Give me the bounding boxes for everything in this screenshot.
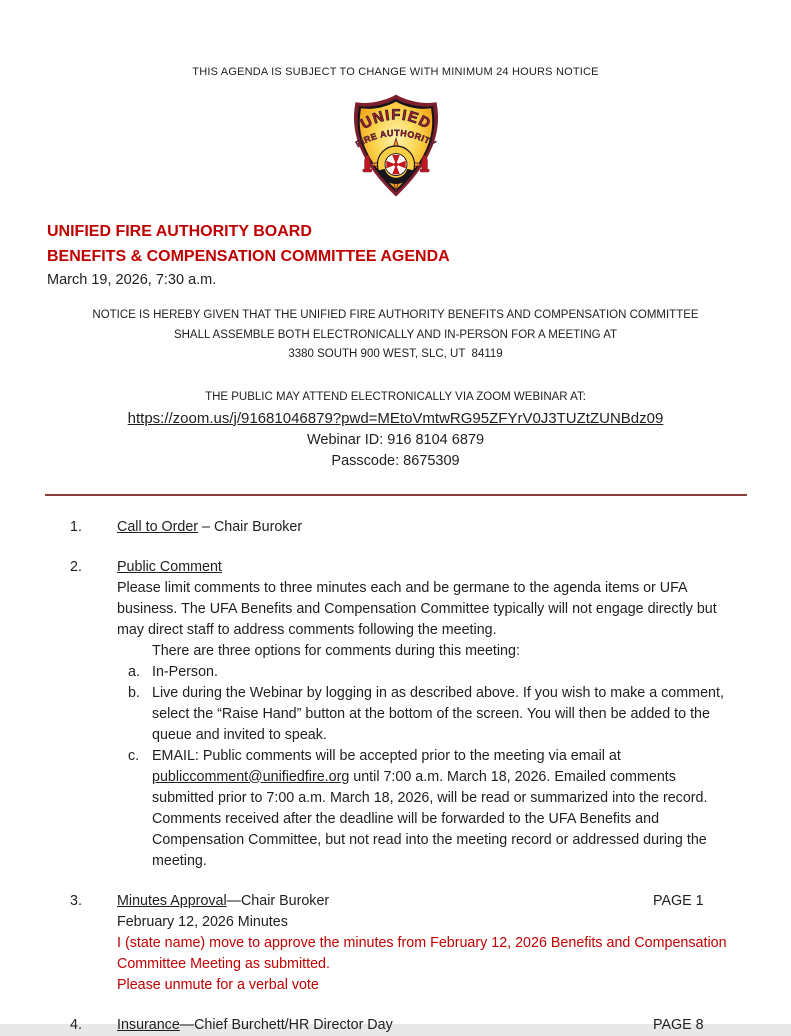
verbal-vote-note: Please unmute for a verbal vote xyxy=(117,976,319,993)
page-reference: PAGE 8 xyxy=(653,1016,704,1033)
red-divider-rule xyxy=(45,494,747,496)
comment-option-c xyxy=(128,746,735,872)
page-reference: PAGE 1 xyxy=(653,892,704,909)
option-text: In-Person. xyxy=(152,663,218,680)
change-notice: THIS AGENDA IS SUBJECT TO CHANGE WITH MINIMUM 24 HOURS NOTICE xyxy=(192,66,599,78)
agenda-list xyxy=(70,517,735,1036)
option-text: Live during the Webinar by logging in as described above. If you wish to make a comment, select the “Raise Hand” button at the bottom of the screen. You will then be added to the queue and invited to speak. xyxy=(152,684,724,743)
document-header xyxy=(47,219,744,292)
webinar-intro: THE PUBLIC MAY ATTEND ELECTRONICALLY VIA ZOOM WEBINAR AT: xyxy=(205,390,586,403)
option-marker: c. xyxy=(128,747,140,764)
option-text xyxy=(152,746,735,872)
webinar-passcode: Passcode: 8675309 xyxy=(331,452,460,469)
option-marker: b. xyxy=(128,684,140,701)
item-title-suffix: —Chair Buroker xyxy=(226,892,330,909)
comment-options-intro: There are three options for comments during this meeting: xyxy=(152,642,520,659)
item-title-line xyxy=(117,517,735,538)
crest-arc-mid-text: FIRE AUTHORITY xyxy=(353,127,438,150)
document-title-line1: UNIFIED FIRE AUTHORITY BOARD xyxy=(47,223,312,240)
assembly-notice-line2: SHALL ASSEMBLE BOTH ELECTRONICALLY AND IN-PERSON FOR A MEETING AT xyxy=(173,328,618,341)
comment-option-a xyxy=(128,662,735,683)
document-title-line2: BENEFITS & COMPENSATION COMMITTEE AGENDA xyxy=(47,248,450,265)
item-title-suffix: —Chief Burchett/HR Director Day xyxy=(179,1016,393,1033)
item-title-line xyxy=(117,1015,653,1036)
public-comment-email-link[interactable]: publiccomment@unifiedfire.org xyxy=(152,768,350,785)
item-number: 1. xyxy=(70,518,82,535)
item-number: 3. xyxy=(70,892,82,909)
crest-arc-top-text: UNIFIED xyxy=(357,107,434,133)
public-comment-body: Please limit comments to three minutes each and be germane to the agenda items or UFA business. The UFA Benefits and Compensation Committee typically will not engage directly but may direct staff to address comments following the meeting. xyxy=(117,579,717,638)
zoom-webinar-link[interactable]: https://zoom.us/j/91681046879?pwd=MEtoVmtwRG95ZFYrV0J3TUZtZUNBdz09 xyxy=(127,409,664,427)
assembly-notice-line1: NOTICE IS HEREBY GIVEN THAT THE UNIFIED FIRE AUTHORITY BENEFITS AND COMPENSATION COMMITTEE xyxy=(92,309,699,321)
agenda-item-public-comment xyxy=(70,557,735,872)
item-title: Minutes Approval xyxy=(117,892,227,909)
agenda-item-insurance xyxy=(70,1015,735,1036)
ufa-crest-graphic xyxy=(337,91,455,201)
item-number: 2. xyxy=(70,558,82,575)
item-title: Call to Order xyxy=(117,518,199,535)
option-marker: a. xyxy=(128,663,140,680)
option-text-before: EMAIL: Public comments will be accepted prior to the meeting via email at xyxy=(152,747,621,764)
motion-script: I (state name) move to approve the minutes from February 12, 2026 Benefits and Compensation Committee Meeting as submitted. xyxy=(117,934,727,972)
webinar-id: Webinar ID: 916 8104 6879 xyxy=(306,431,485,448)
option-text-after: until 7:00 a.m. March 18, 2026. Emailed comments submitted prior to 7:00 a.m. March 18, 2026, will be read or summarized into the record. Comments received after the deadline will be forwarded to the UFA Benefits and Compensation Committee, but not read into the meeting record or addressed during the meeting. xyxy=(152,768,708,869)
agenda-item-call-to-order xyxy=(70,517,735,538)
item-title-suffix: – Chair Buroker xyxy=(198,518,303,535)
ufa-crest-logo xyxy=(337,91,455,201)
assembly-notice-address: 3380 SOUTH 900 WEST, SLC, UT 84119 xyxy=(288,348,503,360)
minutes-date-line: February 12, 2026 Minutes xyxy=(117,913,288,930)
item-title: Public Comment xyxy=(117,558,222,575)
item-title: Insurance xyxy=(117,1016,180,1033)
item-number: 4. xyxy=(70,1016,82,1033)
agenda-item-minutes-approval xyxy=(70,891,735,996)
webinar-info xyxy=(0,388,791,472)
assembly-notice xyxy=(0,306,791,365)
meeting-datetime: March 19, 2026, 7:30 a.m. xyxy=(47,272,217,288)
item-title-line xyxy=(117,891,653,912)
comment-option-b xyxy=(128,683,735,746)
item-title-line xyxy=(117,557,735,578)
